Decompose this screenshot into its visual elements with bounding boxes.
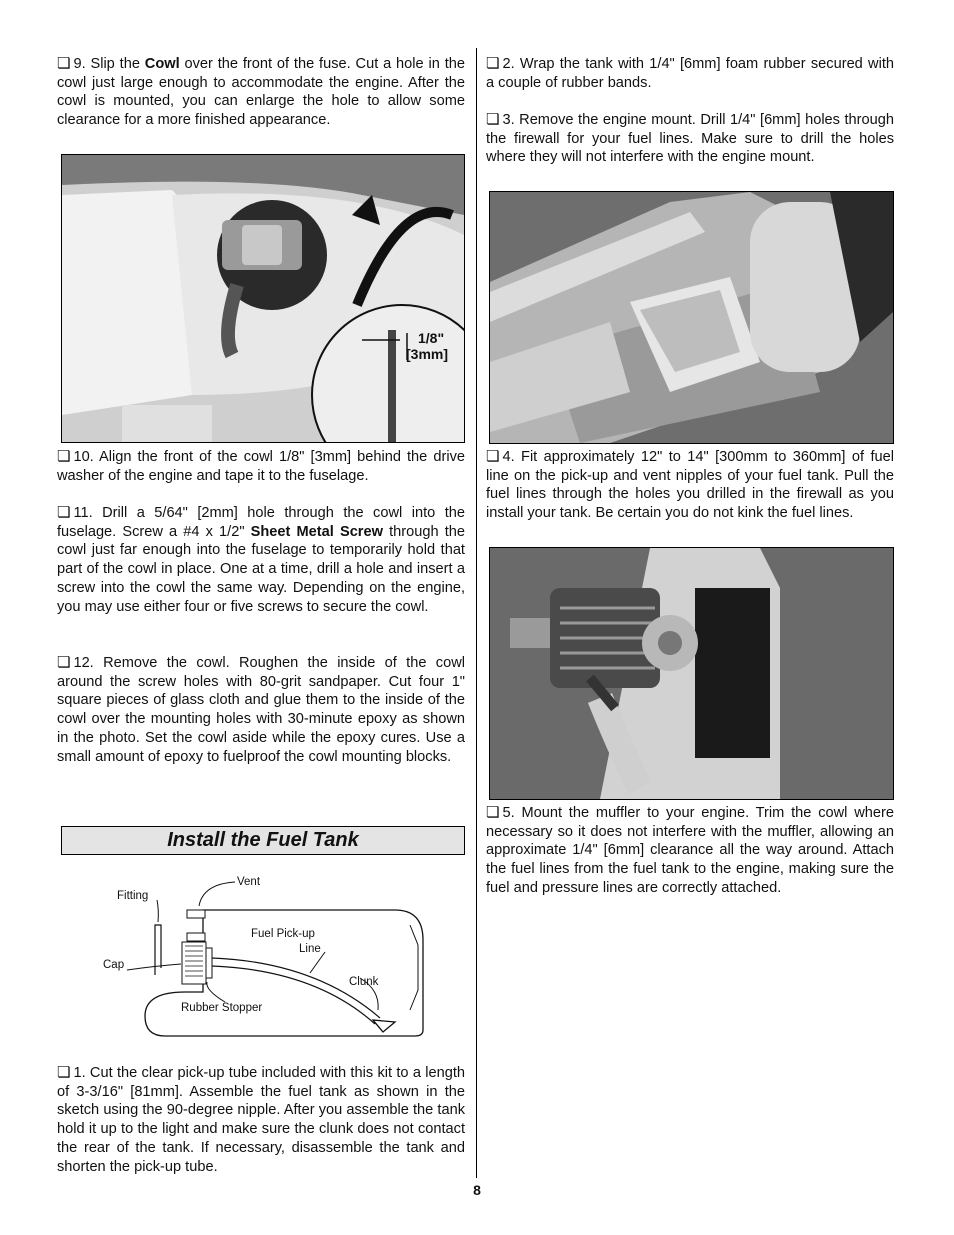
photo-muffler-engine (489, 547, 894, 800)
tank-step-3-text: ❏ 3. Remove the engine mount. Drill 1/4" [6mm] holes through the firewall for your fuel lines. Make sure to drill the holes where they will not interfere with the engine mount. (486, 111, 894, 166)
checkbox-icon[interactable]: ❏ (486, 55, 500, 72)
step-11-text: ❏ 11. Drill a 5/64" [2mm] hole through the cowl into the fuselage. Screw a #4 x 1/2" Sheet Metal Screw through the cowl just far enough into the fuselage to temporarily hold that part of the cowl in place. One at a time, drill a hole and insert a screw into the cowl the same way. Depending on the engine, you may use either four or five screws to secure the cowl. (57, 504, 465, 615)
step-10-text: ❏ 10. Align the front of the cowl 1/8" [3mm] behind the drive washer of the engine and tape it to the fuselage. (57, 448, 465, 484)
tank-step-1-text: ❏ 1. Cut the clear pick-up tube included with this kit to a length of 3-3/16" [81mm]. Assemble the fuel tank as shown in the sketch using the 90-degree nipple. After you assemble the tank hold it up to the light and make sure the clunk does not contact the rear of the tank. If necessary, disassemble the tank and shorten the pick-up tube. (57, 1064, 465, 1175)
diagram-label-clunk: Clunk (349, 976, 379, 988)
checkbox-icon[interactable]: ❏ (57, 654, 71, 671)
tank-step-2-text: ❏ 2. Wrap the tank with 1/4" [6mm] foam rubber secured with a couple of rubber bands. (486, 55, 894, 91)
photo-callout-text: 1/8" (418, 330, 445, 346)
photo-cowl-mounted (61, 154, 465, 443)
checkbox-icon[interactable]: ❏ (57, 504, 71, 521)
step-12-text: ❏ 12. Remove the cowl. Roughen the inside of the cowl around the screw holes with 80-grit sandpaper. Cut four 1" square pieces of glass cloth and glue them to the inside of the cowl over the mounting holes with 30-minute epoxy as shown in the photo. Set the cowl aside while the epoxy cures. Use a small amount of epoxy to fuelproof the cowl mounting blocks. (57, 654, 465, 765)
tank-step-4-text: ❏ 4. Fit approximately 12" to 14" [300mm to 360mm] of fuel line on the pick-up and vent nipples of your fuel tank. Pull the fuel lines through the holes you drilled in the firewall as you install your tank. Be certain you do not kink the fuel lines. (486, 448, 894, 522)
diagram-label-vent: Vent (237, 876, 261, 888)
diagram-label-stopper: Rubber Stopper (181, 1002, 263, 1014)
diagram-label-fitting: Fitting (117, 890, 149, 902)
photo-callout-text: [3mm] (406, 346, 449, 362)
diagram-label-pickup: Fuel Pick-up (251, 928, 315, 940)
checkbox-icon[interactable]: ❏ (57, 55, 71, 72)
diagram-label-pickup: Line (299, 943, 321, 955)
checkbox-icon[interactable]: ❏ (486, 804, 500, 821)
checkbox-icon[interactable]: ❏ (57, 1064, 71, 1081)
page-number: 8 (473, 1182, 481, 1198)
diagram-label-cap: Cap (103, 959, 125, 971)
column-divider (476, 48, 477, 1178)
checkbox-icon[interactable]: ❏ (486, 111, 500, 128)
section-header (61, 826, 465, 855)
fuel-tank-diagram (95, 870, 430, 1045)
checkbox-icon[interactable]: ❏ (486, 448, 500, 465)
checkbox-icon[interactable]: ❏ (57, 448, 71, 465)
section-title: Install the Fuel Tank (167, 829, 359, 851)
tank-step-5-text: ❏ 5. Mount the muffler to your engine. Trim the cowl where necessary so it does not interfere with the muffler, allowing an approximate 1/4" [6mm] clearance all the way around. Attach the fuel lines from the fuel tank to the engine, making sure the fuel and pressure lines are correctly attached. (486, 804, 894, 896)
step-9-text: ❏ 9. Slip the Cowl over the front of the fuse. Cut a hole in the cowl just large enough to accommodate the engine. After the cowl is mounted, you can enlarge the hole to allow some clearance for a more finished appearance. (57, 55, 465, 129)
photo-tank-installed (489, 191, 894, 444)
